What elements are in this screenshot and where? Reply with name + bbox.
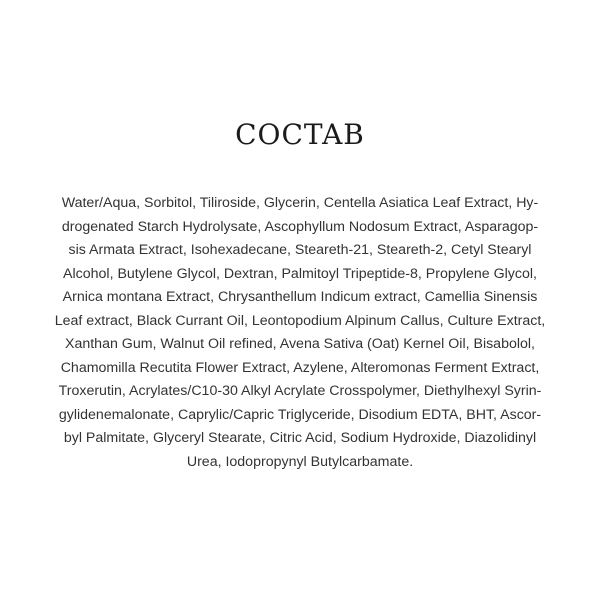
ingredients-line: drogenated Starch Hydrolysate, Ascophyllum Nodosum Extract, Asparagop-: [61, 218, 539, 235]
ingredients-line: Troxerutin, Acrylates/C10-30 Alkyl Acrylate Crosspolymer, Diethylhexyl Syrin-: [58, 383, 542, 399]
ingredients-line: Arnica montana Extract, Chrysanthellum Indicum extract, Camellia Sinensis: [62, 289, 538, 305]
ingredients-list: [32, 192, 568, 474]
ingredients-line: sis Armata Extract, Isohexadecane, Steareth-21, Steareth-2, Cetyl Stearyl: [68, 242, 532, 258]
product-title: COCTAB: [235, 118, 365, 151]
ingredients-line: Chamomilla Recutita Flower Extract, Azylene, Alteromonas Ferment Extract,: [60, 359, 540, 376]
ingredients-line: Alcohol, Butylene Glycol, Dextran, Palmitoyl Tripeptide-8, Propylene Glycol,: [63, 265, 537, 282]
ingredients-line: byl Palmitate, Glyceryl Stearate, Citric Acid, Sodium Hydroxide, Diazolidinyl: [63, 430, 537, 446]
ingredients-line: Urea, Iodopropynyl Butylcarbamate.: [186, 453, 414, 470]
ingredients-line: Leaf extract, Black Currant Oil, Leontopodium Alpinum Callus, Culture Extract,: [54, 312, 546, 329]
ingredients-line: gylidenemalonate, Caprylic/Capric Triglyceride, Disodium EDTA, BHT, Ascor-: [58, 406, 542, 423]
ingredients-line: Xanthan Gum, Walnut Oil refined, Avena Sativa (Oat) Kernel Oil, Bisabolol,: [65, 336, 535, 352]
ingredients-line: Water/Aqua, Sorbitol, Tiliroside, Glycerin, Centella Asiatica Leaf Extract, Hy-: [61, 195, 539, 211]
